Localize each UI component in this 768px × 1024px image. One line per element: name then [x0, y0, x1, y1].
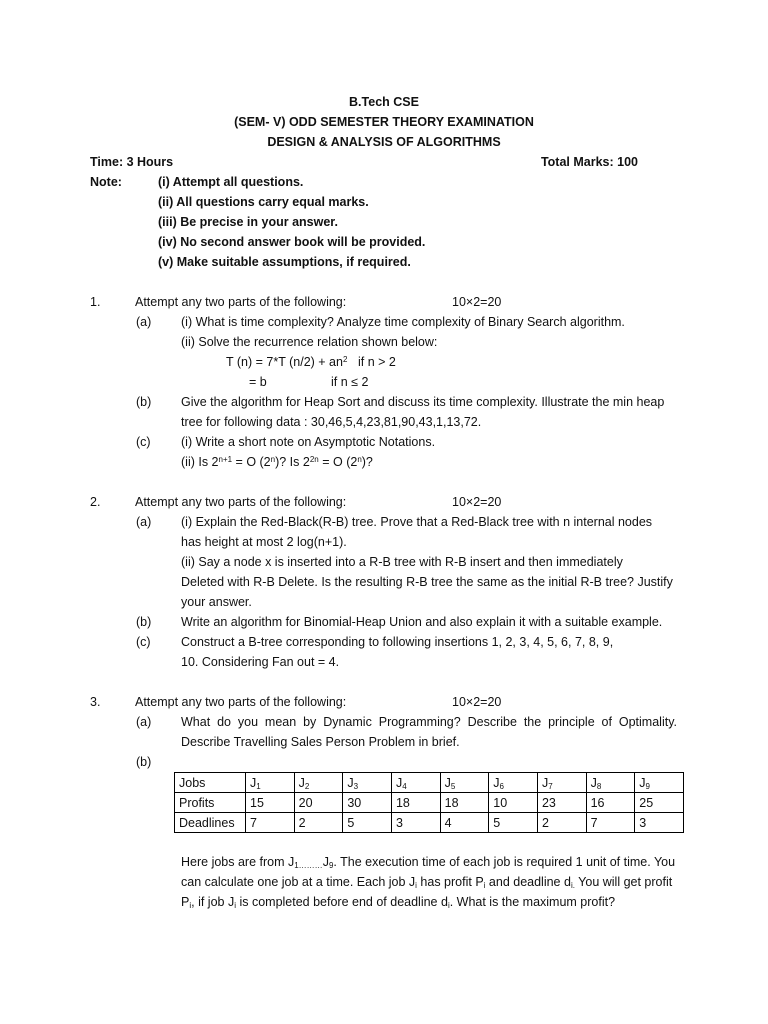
job-cell: $J_3$	[343, 773, 392, 793]
job-cell: $J_6$	[489, 773, 538, 793]
deadline-cell: 3	[635, 813, 684, 833]
job-cell: $J_4$	[391, 773, 440, 793]
part-label: (a)	[136, 315, 152, 329]
part-label: (a)	[136, 515, 152, 529]
q2-a-line: Deleted with R-B Delete. Is the resulting R-B tree the same as the initial R-B tree? Justify	[181, 575, 673, 589]
table-row	[175, 793, 684, 813]
q1-c-ii: (ii) Is $2^{n+1} = O$ (2$^n$)? Is $2^{2n} = O$ (2$^n$)?	[181, 455, 373, 469]
part-label: (c)	[136, 435, 151, 449]
deadline-cell: 3	[391, 813, 440, 833]
recurrence-line-1: T (n) = 7*T $(n/2) + an^2$	[226, 355, 348, 369]
question-marks: 10×2=20	[452, 495, 502, 509]
question-number: 1.	[90, 295, 101, 309]
profit-cell: 18	[440, 793, 489, 813]
question-number: 2.	[90, 495, 101, 509]
part-label: (b)	[136, 615, 152, 629]
table-row	[175, 813, 684, 833]
note-item: (ii) All questions carry equal marks.	[158, 195, 369, 209]
deadline-cell: 4	[440, 813, 489, 833]
question-marks: 10×2=20	[452, 295, 502, 309]
q1-a-ii: (ii) Solve the recurrence relation shown below:	[181, 335, 438, 349]
q2-a-line: has height at most 2 log(n+1).	[181, 535, 347, 549]
exam-title: (SEM- V) ODD SEMESTER THEORY EXAMINATION	[234, 115, 534, 129]
question-instruction: Attempt any two parts of the following:	[135, 295, 347, 309]
job-cell: $J_7$	[537, 773, 586, 793]
q3-a-line: What do you mean by Dynamic Programming? Describe the principle of Optimality.	[181, 715, 677, 729]
total-marks: Total Marks: 100	[540, 155, 638, 169]
profit-cell: 15	[246, 793, 295, 813]
question-marks: 10×2=20	[452, 695, 502, 709]
q2-a-line: (ii) Say a node x is inserted into a R-B tree with R-B insert and then immediately	[181, 555, 623, 569]
note-item: (i) Attempt all questions.	[158, 175, 304, 189]
part-label: (a)	[136, 715, 152, 729]
job-cell: $J_2$	[294, 773, 343, 793]
deadline-cell: 7	[246, 813, 295, 833]
deadline-cell: 7	[586, 813, 635, 833]
job-cell: $J_9$	[635, 773, 684, 793]
q3-b-text-line: Here jobs are from $J_{1\dots\dots\dots}J_9$. The execution time of each job is required 1 unit of time. You	[181, 855, 676, 870]
note-item: (iv) No second answer book will be provided.	[158, 235, 426, 249]
part-label: (b)	[136, 395, 152, 409]
deadline-cell: 2	[537, 813, 586, 833]
profit-cell: 30	[343, 793, 392, 813]
q1-c-i: (i) Write a short note on Asymptotic Notations.	[181, 435, 436, 449]
q2-b-line: Write an algorithm for Binomial-Heap Union and also explain it with a suitable example.	[181, 615, 663, 629]
profit-cell: 20	[294, 793, 343, 813]
question-instruction: Attempt any two parts of the following:	[135, 495, 347, 509]
q1-b-line: Give the algorithm for Heap Sort and discuss its time complexity. Illustrate the min heap	[181, 395, 665, 409]
exam-time: Time: 3 Hours	[90, 155, 174, 169]
recurrence-condition-1: if n > 2	[358, 355, 396, 369]
part-label: (b)	[136, 755, 152, 769]
row-label: Deadlines	[175, 813, 246, 833]
subject-title: DESIGN & ANALYSIS OF ALGORITHMS	[267, 135, 501, 149]
note-label: Note:	[90, 175, 122, 189]
q2-c-line: Construct a B-tree corresponding to following insertions 1, 2, 3, 4, 5, 6, 7, 8, 9,	[181, 635, 614, 649]
q3-b-text-line: $P_i$, if job $J_i$ is completed before end of deadline $d_i$. What is the maximum profit?	[181, 895, 616, 910]
table-row	[175, 773, 684, 793]
part-label: (c)	[136, 635, 151, 649]
profit-cell: 18	[391, 793, 440, 813]
q2-a-line: (i) Explain the Red-Black(R-B) tree. Prove that a Red-Black tree with n internal nodes	[181, 515, 653, 529]
deadline-cell: 5	[489, 813, 538, 833]
profit-cell: 16	[586, 793, 635, 813]
recurrence-condition-2: if n ≤ 2	[331, 375, 369, 389]
note-item: (v) Make suitable assumptions, if required.	[158, 255, 411, 269]
q2-c-line: 10. Considering Fan out = 4.	[181, 655, 340, 669]
q1-a-i: (i) What is time complexity? Analyze time complexity of Binary Search algorithm.	[181, 315, 625, 329]
jobs-table	[174, 772, 684, 833]
deadline-cell: 2	[294, 813, 343, 833]
job-cell: $J_5$	[440, 773, 489, 793]
note-item: (iii) Be precise in your answer.	[158, 215, 338, 229]
job-cell: $J_8$	[586, 773, 635, 793]
deadline-cell: 5	[343, 813, 392, 833]
course-title: B.Tech CSE	[349, 95, 419, 109]
question-instruction: Attempt any two parts of the following:	[135, 695, 347, 709]
q3-a-line: Describe Travelling Sales Person Problem in brief.	[181, 735, 460, 749]
profit-cell: 25	[635, 793, 684, 813]
recurrence-line-2: = b	[249, 375, 267, 389]
q2-a-line: your answer.	[181, 595, 252, 609]
row-label: Profits	[175, 793, 246, 813]
row-label: Jobs	[175, 773, 246, 793]
job-cell: $J_1$	[246, 773, 295, 793]
profit-cell: 10	[489, 793, 538, 813]
profit-cell: 23	[537, 793, 586, 813]
q1-b-line: tree for following data : 30,46,5,4,23,81,90,43,1,13,72.	[181, 415, 482, 429]
q3-b-text-line: can calculate one job at a time. Each job $J_i$ has profit $P_i$ and deadline $d_{i.}$ You will get profit	[181, 875, 673, 890]
question-number: 3.	[90, 695, 101, 709]
